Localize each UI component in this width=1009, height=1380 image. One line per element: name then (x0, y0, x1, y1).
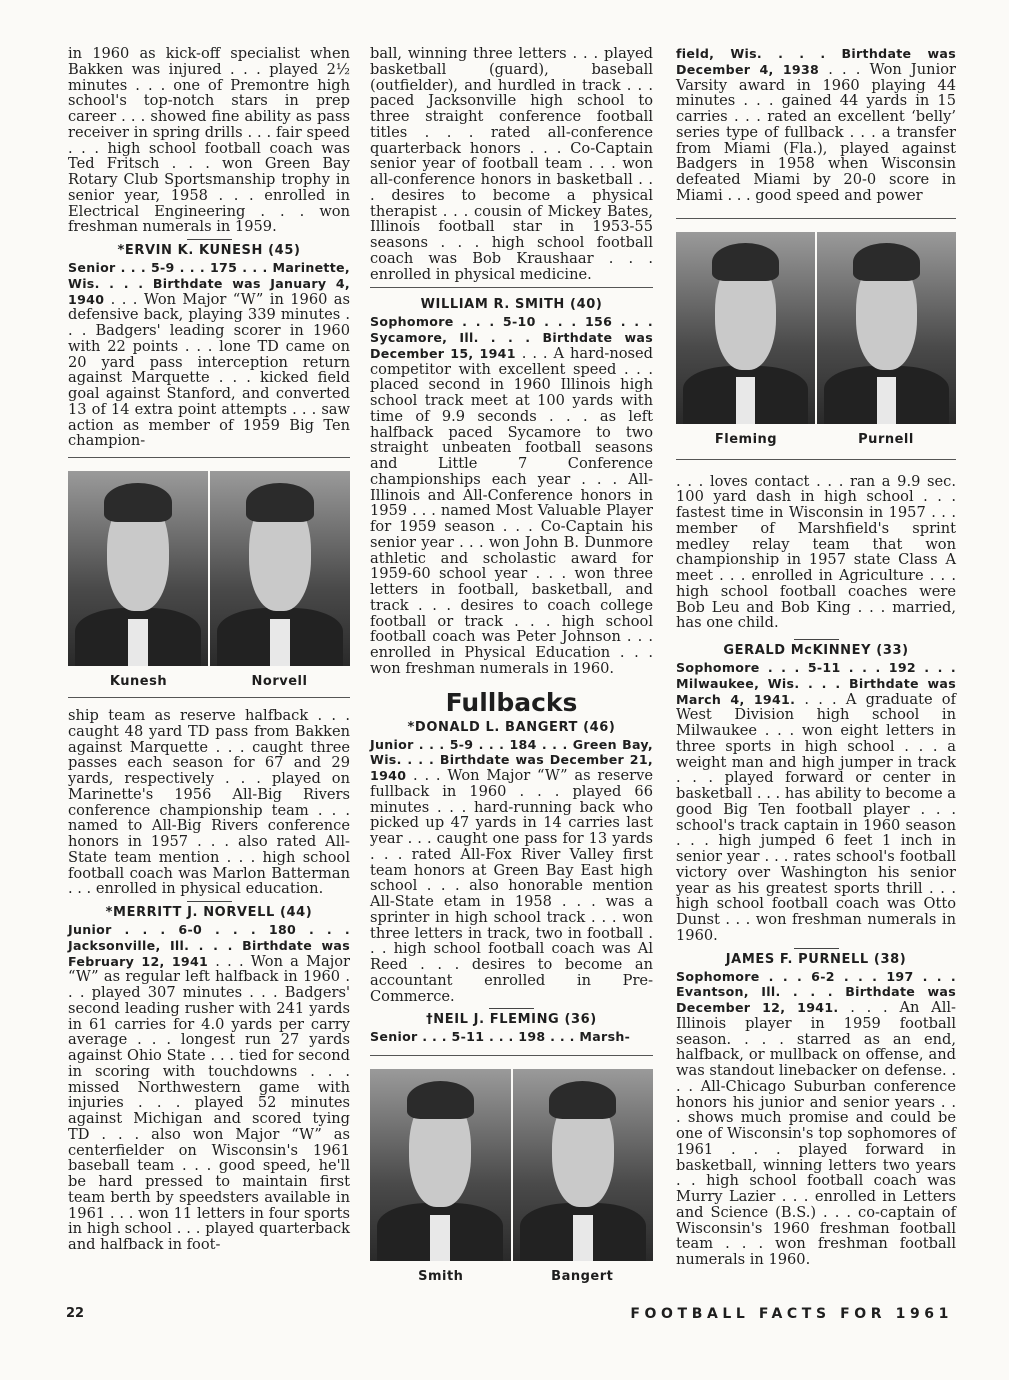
divider (187, 239, 232, 240)
photo-caption: Bangert (551, 1269, 614, 1284)
photo-captions (370, 1269, 653, 1284)
divider (68, 697, 350, 698)
divider (370, 287, 653, 288)
photo-caption: Purnell (858, 431, 914, 447)
player-heading-mckinney: GERALD McKINNEY (33) (723, 643, 909, 658)
player-bio-fleming (676, 46, 956, 204)
player-heading-bangert: *DONALD L. BANGERT (46) (407, 719, 616, 735)
column-2 (370, 46, 653, 1284)
player-text: . . . Won a Major “W” as regular left halfback in 1960 . . . played 307 minutes . . . Badgers' second leading rusher with 241 yards in 61 carries for 4.0 yards per carry average . . . longest run 27 yards against Ohio State . . . tied for second in scoring with touchdowns . . . missed Northwestern game with injuries . . . played 52 minutes against Michigan and scored tying TD . . . also won Major “W” as centerfielder on Wisconsin's 1961 baseball team . . . good speed, he'll be hard pressed to maintain first team berth by speedsters available in 1961 . . . won 11 letters in four sports in high school . . . played quarterback and halfback in foot- (68, 952, 350, 1253)
photo-caption: Fleming (714, 431, 778, 447)
player-text: . . . Won Major “W” in 1960 as defensive back, playing 339 minutes . . . Badgers' leading scorer in 1960 with 22 points . . . lone TD came on 20 yard pass interception return against Marquette . . . kicked field goal against Stanford, and converted 13 of 14 extra point attempts . . . saw action as member of 1959 Big Ten champion- (68, 290, 350, 450)
photo-caption: Smith (418, 1269, 464, 1284)
paragraph: ship team as reserve halfback . . . caught 48 yard TD pass from Bakken against Marquette . . . caught three passes each season for 67 and 29 yards, respectively . . . played on Marinette's 1956 All-Big Rivers conference championship team . . . named to All-Big Rivers conference honors in 1957 . . . also rated All-State team mention . . . high school football coach was Marlon Batterman . . . enrolled in physical education. (68, 707, 350, 898)
player-bio-norvell (68, 922, 350, 1253)
photo-captions (68, 674, 350, 689)
player-vitals: Sophomore . . . 5-11 . . . 192 . . . Milwaukee, Wis. . . . Birthdate was March 4, 1941. (676, 660, 956, 707)
player-bio-kunesh (68, 260, 350, 449)
divider (676, 218, 956, 219)
divider (676, 459, 956, 460)
divider (370, 1055, 653, 1056)
player-text: . . . A graduate of West Division high school in Milwaukee . . . won eight letters in three sports in high school . . . a weight man and high jumper in track . . . played forward or center in basketball . . . has ability to become a good Big Ten football player . . . school's track captain in 1960 season . . . high jumped 6 feet 1 inch in senior year . . . rates school's football victory over Washington his senior year as his greatest sports thrill . . . high school football coach was Otto Dunst . . . won freshman numerals in 1960. (676, 690, 956, 944)
divider (187, 901, 232, 902)
photo-caption: Kunesh (109, 674, 168, 689)
running-footer-title: FOOTBALL FACTS FOR 1961 (630, 1306, 953, 1322)
divider (68, 457, 350, 458)
section-title: Fullbacks (445, 687, 578, 717)
player-photo-purnell (817, 232, 956, 424)
divider (794, 639, 839, 640)
photo-pair (68, 471, 350, 666)
player-text: . . . A hard-nosed competitor with excellent speed . . . placed second in 1960 Illinois high school track meet at 100 yards with time of 9.9 seconds . . . as left halfback paced Sycamore to two straight unbeaten football seasons and Little 7 Conference championships each year . . . All-Illinois and All-Conference honors in 1959 . . . named Most Valuable Player for 1959 season . . . Co-Captain his senior year . . . won John B. Dunmore athletic and scholastic award for 1959-60 school year . . . won three letters in football, basketball, and track . . . desires to coach college football or track . . . high school football coach was Peter Johnson . . . enrolled in Physical Education . . . won freshman numerals in 1960. (370, 344, 654, 677)
divider (794, 948, 839, 949)
player-vitals: Sophomore . . . 5-10 . . . 156 . . . Sycamore, Ill. . . . Birthdate was December 15, 1941 (370, 314, 653, 361)
player-text: . . . Won Junior Varsity award in 1960 playing 44 minutes . . . gained 44 yards in 15 carries . . . rated an excellent ‘belly’ series type of fullback . . . a transfer from Miami (Fla.), played against Badgers in 1958 when Wisconsin defeated Miami by 20-0 score in Miami . . . good speed and power (676, 60, 956, 204)
player-bio-bangert (370, 737, 653, 1005)
photo-pair (370, 1069, 653, 1261)
photo-captions (676, 432, 956, 447)
player-text: . . . An All-Illinois player in 1959 football season. . . . starred as an end, halfback, or mullback on offense, and was standout linebacker on defense. . . . All-Chicago Suburban conference honors his junior and senior years . . . shows much promise and could be one of Wisconsin's top sophomores of 1961 . . . played forward in basketball, winning letters two years . . high school football coach was Murry Lazier . . . enrolled in Letters and Science (B.S.) . . . co-captain of Wisconsin's 1960 freshman football team . . . won freshman football numerals in 1960. (676, 999, 956, 1268)
player-vitals: Junior . . . 6-0 . . . 180 . . . Jacksonville, Ill. . . . Birthdate was February 12, 1941 (68, 922, 350, 969)
player-heading-fleming: †NEIL J. FLEMING (36) (426, 1012, 597, 1028)
player-bio-mckinney (676, 660, 956, 944)
player-vitals: Junior . . . 5-9 . . . 184 . . . Green Bay, Wis. . . . Birthdate was December 21, 1940 (370, 736, 653, 783)
player-photo-norvell (210, 471, 350, 666)
player-vitals: Senior . . . 5-11 . . . 198 . . . Marsh- (370, 1029, 631, 1045)
player-photo-smith (370, 1069, 511, 1261)
player-vitals-start (370, 1029, 653, 1045)
player-text: . . . Won Major “W” as reserve fullback in 1960 . . . played 66 minutes . . . hard-running back who picked up 47 yards in 14 carries last year . . . caught one pass for 13 yards . . . rated All-Fox River Valley first team honors at Green Bay East high school . . . also honorable mention All-State etam in 1958 . . . was a sprinter in high school track . . . won three letters in track, two in football . . . high school football coach was Al Reed . . . desires to become an accountant enrolled in Pre-Commerce. (370, 767, 653, 1005)
player-heading-norvell: *MERRITT J. NORVELL (44) (105, 905, 313, 920)
player-photo-fleming (676, 232, 815, 424)
column-3 (676, 46, 956, 1268)
player-heading-smith: WILLIAM R. SMITH (40) (420, 297, 603, 313)
player-heading-purnell: JAMES F. PURNELL (38) (725, 951, 907, 967)
column-1 (68, 46, 350, 1253)
page-number: 22 (66, 1306, 85, 1321)
player-bio-smith (370, 314, 653, 676)
player-vitals: field, Wis. . . . Birthdate was December 4, 1938 (676, 46, 956, 77)
paragraph: in 1960 as kick-off specialist when Bakken was injured . . . played 2½ minutes . . . one of Premontre high school's top-notch stars in prep career . . . showed fine ability as pass receiver in spring drills . . . fair speed . . . high school football coach was Ted Fritsch . . . won Green Bay Rotary Club Sportsmanship trophy in senior year, 1958 . . . enrolled in Electrical Engineering . . . won freshman numerals in 1959. (68, 45, 350, 236)
player-heading-kunesh: *ERVIN K. KUNESH (45) (117, 243, 301, 258)
paragraph: . . . loves contact . . . ran a 9.9 sec. 100 yard dash in high school . . . fastest time in Wisconsin in 1957 . . . member of Marshfield's sprint medley relay team that won championship in 1957 state Class A meet . . . enrolled in Agriculture . . . high school football coaches were Bob Leu and Bob King . . . married, has one child. (676, 472, 956, 632)
divider (489, 1008, 534, 1009)
player-vitals: Sophomore . . . 6-2 . . . 197 . . . Evantson, Ill. . . . Birthdate was December 12, 1941. (676, 968, 956, 1015)
player-bio-purnell (676, 969, 956, 1268)
player-photo-bangert (513, 1069, 654, 1261)
player-vitals: Senior . . . 5-9 . . . 175 . . . Marinette, Wis. . . . Birthdate was January 4, 1940 (68, 260, 350, 307)
photo-caption: Norvell (251, 674, 308, 689)
player-photo-kunesh (68, 471, 208, 666)
paragraph: ball, winning three letters . . . played basketball (guard), baseball (outfielder), and hurdled in track . . . paced Jacksonville high school to three straight conference football titles . . . rated all-conference quarterback honors . . . Co-Captain senior year of football team . . . won all-conference honors in basketball . . . desires to become a physical therapist . . . cousin of Mickey Bates, Illinois football star in 1953-55 seasons . . . high school football coach was Bob Kraushaar . . . enrolled in physical medicine. (370, 45, 653, 283)
photo-pair (676, 232, 956, 424)
